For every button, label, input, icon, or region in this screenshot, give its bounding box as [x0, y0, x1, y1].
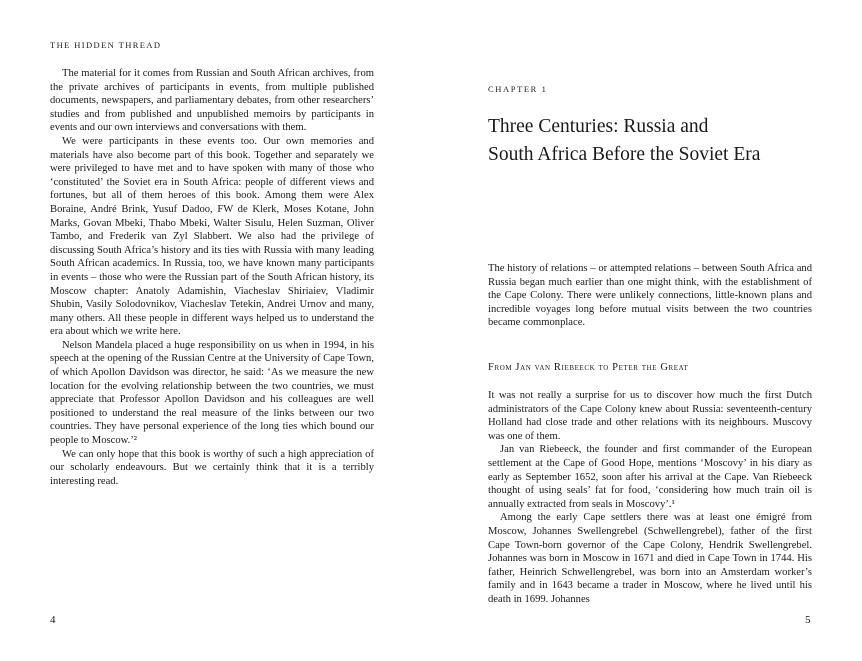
paragraph: We were participants in these events too. Our own memories and materials have also become part of this book. Together and separately we were privileged to have met and to have spoken with many of those who ‘constituted’ the Soviet era in South Africa: people of different views and fortunes, but all of them heroes of this book. Among them were Alex Boraine, André Brink, Yusuf Dadoo, FW de Klerk, Moses Kotane, John Marks, Govan Mbeki, Thabo Mbeki, Walter Sisulu, Helen Suzman, Oliver Tambo, and Frederik van Zyl Slabbert. We also had the privilege of discussing South Africa’s history and its ties with Russia with many leading South African academics. In Russia, too, we have known many participants in events – those who were the Russian part of the South African history, its Moscow chapter: Anatoly Adamishin, Viacheslav Shiriaiev, Vladimir Shubin, Vasily Solodovnikov, Viacheslav Tetekin, Andrei Urnov and many, many others. All these people in different ways helped us to understand the era about which we write here. [50, 135, 374, 338]
page-number: 4 [50, 614, 56, 626]
paragraph: Nelson Mandela placed a huge responsibility on us when in 1994, in his speech at the opening of the Russian Centre at the University of Cape Town, of which Apollon Davidson was director, he said: ‘As we measure the new location for the evolving relationship between the two countries, we must appreciate that Professor Apollon Davidson and his colleagues are well positioned to understand the real measure of the links between our two countries. They have personal experience of the long ties which bound our people to Moscow.’² [50, 339, 374, 447]
page-number: 5 [805, 614, 811, 626]
section-heading: From Jan van Riebeeck to Peter the Great [488, 362, 689, 373]
chapter-intro: The history of relations – or attempted relations – between South Africa and Russia began much earlier than one might think, with the establishment of the Cape Colony. There were unlikely connections, little-known plans and incredible voyages long before mutual visits between the two countries became commonplace. [488, 263, 812, 329]
running-head: THE HIDDEN THREAD [50, 40, 162, 50]
right-body-text [488, 389, 812, 607]
left-body-text [50, 67, 374, 488]
chapter-title-line-1: Three Centuries: Russia and [488, 116, 709, 137]
right-page [431, 0, 862, 661]
paragraph: Jan van Riebeeck, the founder and first commander of the European settlement at the Cape of Good Hope, mentions ‘Moscovy’ in his diary as early as September 1652, soon after his arrival at the Cape. Van Riebeeck thought of using seals’ fat for food, ‘considering how much train oil is annually extracted from seals in Moscovy’.¹ [488, 444, 812, 510]
paragraph: The material for it comes from Russian and South African archives, from the private archives of participants in events, from multiple published documents, newspapers, and parliamentary debates, from other researchers’ studies and from published and unpublished memoirs by participants in events and our own interviews and conversations with them. [50, 68, 374, 134]
paragraph: We can only hope that this book is worthy of such a high appreciation of our scholarly endeavours. But we certainly think that it is a terribly interesting read. [50, 448, 374, 487]
paragraph: Among the early Cape settlers there was at least one émigré from Moscow, Johannes Swellengrebel (Schwellengrebel), father of the first Cape Town-born governor of the Cape Colony, Hendrik Swellengrebel. Johannes was born in Moscow in 1671 and died in Cape Town in 1744. His father, Heinrich Schwellengrebel, was born into an Amsterdam worker’s family and in 1643 became a trader in Moscow, where he lived until his death in 1699. Johannes [488, 512, 812, 605]
chapter-label: CHAPTER 1 [488, 84, 548, 94]
chapter-title-line-2: South Africa Before the Soviet Era [488, 144, 761, 165]
paragraph: It was not really a surprise for us to discover how much the first Dutch administrators of the Cape Colony knew about Russia: seventeenth-century Holland had close trade and other relations with its neighbours. Muscovy was one of them. [488, 390, 812, 442]
chapter-title [488, 113, 818, 169]
